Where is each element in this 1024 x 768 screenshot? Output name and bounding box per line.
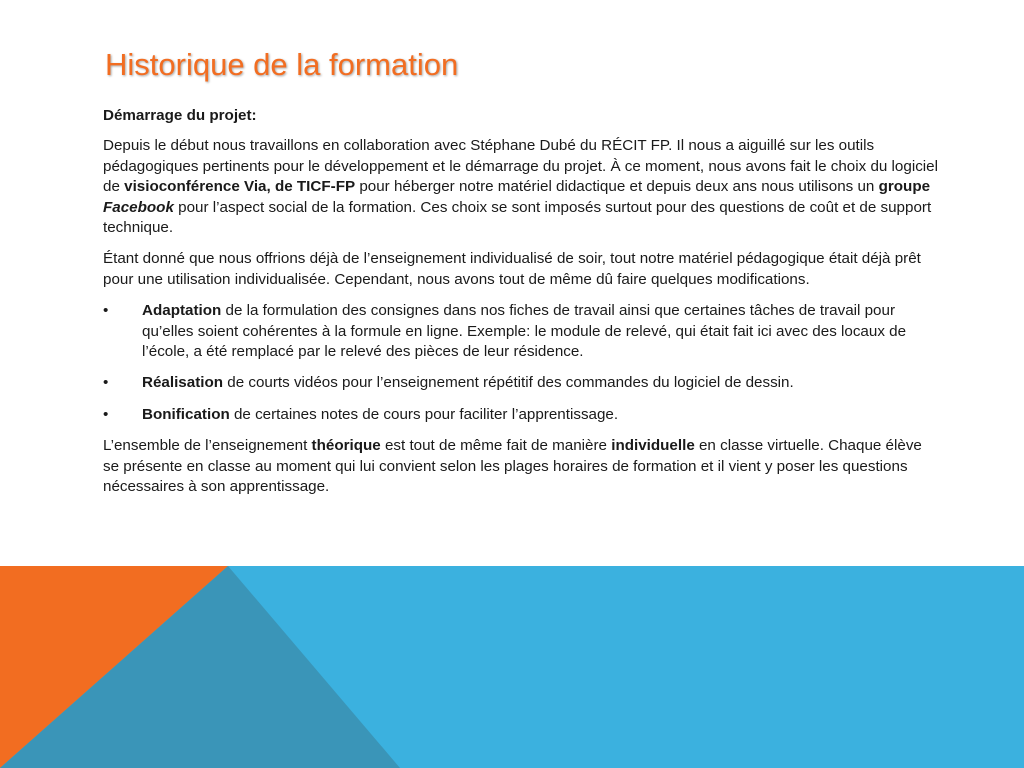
paragraph-conclusion bbox=[103, 436, 938, 497]
slide-title: Historique de la formation bbox=[105, 47, 459, 82]
bullet-text: de la formulation des consignes dans nos fiches de travail ainsi que certaines tâches de travail pour qu’elles soient cohérentes à la formule en ligne. Exemple: le module de relevé, qui était fait ici avec des locaux de l’école, a été remplacé par le relevé des pièces de leur résidence. bbox=[142, 302, 907, 361]
emphasis-individuelle: individuelle bbox=[611, 437, 695, 455]
paragraph-intro bbox=[103, 136, 938, 238]
bullet-item-adaptation bbox=[103, 301, 938, 362]
bullet-keyword: Réalisation bbox=[142, 374, 224, 392]
text-run: pour héberger notre matériel didactique et depuis deux ans nous utilisons un bbox=[355, 178, 879, 196]
decorative-footer-shapes bbox=[0, 566, 1024, 768]
paragraph-modifications: Étant donné que nous offrions déjà de l’enseignement individualisé de soir, tout notre matériel pédagogique était déjà prêt pour une utilisation individualisée. Cependant, nous avons tout de même dû faire quelques modifications. bbox=[103, 250, 921, 288]
slide-body bbox=[103, 106, 938, 509]
bullet-marker: • bbox=[103, 302, 109, 320]
section-heading: Démarrage du projet: bbox=[103, 107, 257, 124]
emphasis-theorique: théorique bbox=[311, 437, 381, 455]
bullet-marker: • bbox=[103, 374, 109, 392]
bullet-text: de certaines notes de cours pour faciliter l’apprentissage. bbox=[229, 405, 619, 423]
text-run: en classe virtuelle. Chaque élève se présente en classe au moment qui lui convient selon les plages horaires de formation et il vient y poser les questions nécessaires à son apprentissage. bbox=[103, 437, 922, 496]
text-run: est tout de même fait de manière bbox=[380, 437, 612, 455]
bullet-keyword: Bonification bbox=[142, 405, 230, 423]
emphasis-facebook: Facebook bbox=[103, 198, 174, 216]
text-run: L’ensemble de l’enseignement bbox=[103, 437, 312, 455]
bullet-item-realisation bbox=[103, 373, 938, 393]
emphasis-visioconference: visioconférence Via, de TICF-FP bbox=[124, 178, 356, 196]
emphasis-groupe: groupe bbox=[878, 178, 931, 196]
text-run: Depuis le début nous travaillons en collaboration avec Stéphane Dubé du RÉCIT FP. Il nous a aiguillé sur les outils pédagogiques pertinents pour le développement et le démarrage du projet. À ce moment, nous avons fait le choix du logiciel de bbox=[103, 137, 938, 196]
bullet-item-bonification bbox=[103, 405, 938, 425]
bullet-keyword: Adaptation bbox=[142, 302, 222, 320]
bullet-marker: • bbox=[103, 405, 109, 423]
text-run: pour l’aspect social de la formation. Ces choix se sont imposés surtout pour des questions de coût et de support technique. bbox=[103, 198, 932, 237]
bullet-text: de courts vidéos pour l’enseignement répétitif des commandes du logiciel de dessin. bbox=[223, 374, 794, 392]
